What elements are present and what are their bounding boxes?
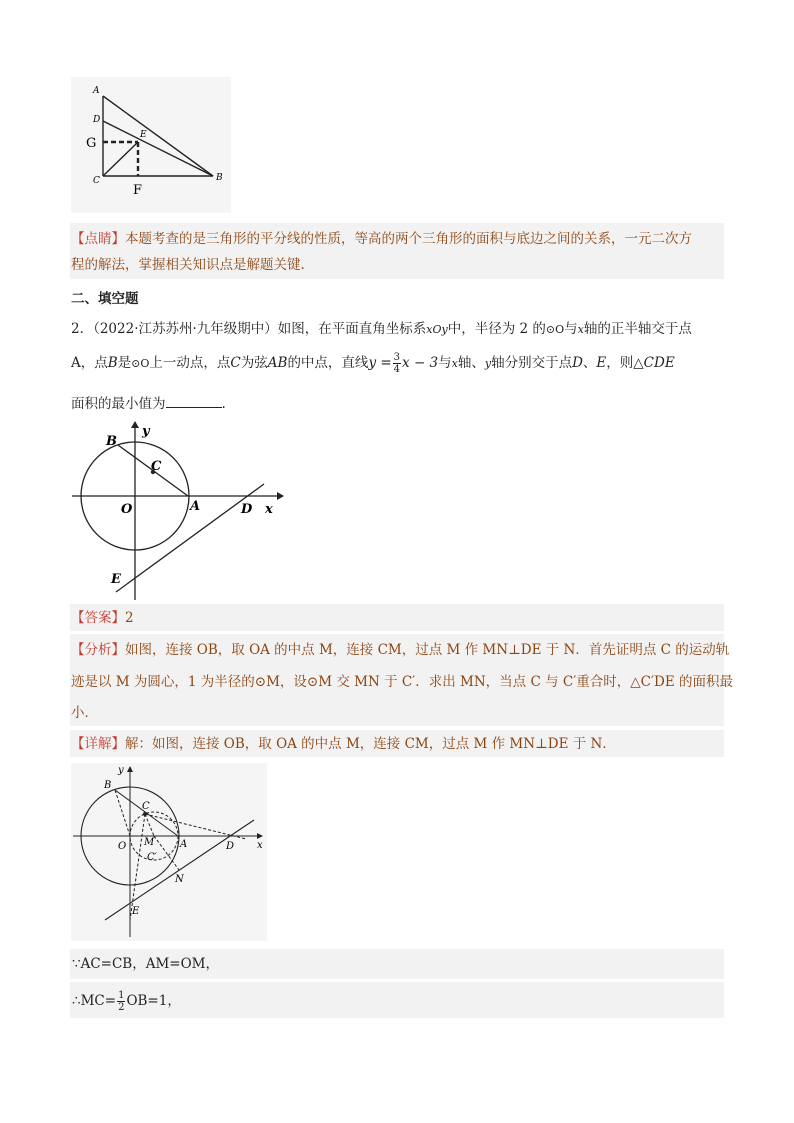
q2-ab: AB	[267, 355, 288, 371]
question-line-3	[71, 393, 226, 414]
dianjing-block	[70, 223, 724, 279]
q2-f: 的中点，直线	[287, 355, 369, 371]
question-line-1	[71, 319, 692, 340]
step-1-block	[70, 949, 724, 979]
q3-period: .	[221, 396, 226, 412]
fig1-label-b: B	[216, 173, 223, 183]
figure-3-solution-diagram	[71, 763, 267, 941]
analysis-line-1	[71, 640, 729, 660]
q-text-2: 中，半径为 2 的	[447, 321, 546, 337]
q-xoy: xOy	[426, 323, 448, 336]
step-2-num: 1	[118, 990, 125, 1001]
fig3-label-b: B	[104, 780, 112, 791]
fig2-label-c: C	[151, 459, 162, 474]
q2-frac-num: 3	[393, 352, 401, 363]
fig3-label-e: E	[132, 906, 140, 917]
fig2-label-y: y	[142, 424, 150, 439]
q2-frac-den: 4	[393, 364, 401, 375]
step-2-line	[72, 990, 181, 1013]
step-2-pre: ∴MC=	[72, 993, 117, 1009]
fig2-label-a: A	[190, 499, 201, 514]
q-text-4: 轴的正半轴交于点	[583, 321, 692, 337]
figure-2-circle-diagram	[70, 418, 290, 602]
detail-line	[71, 734, 616, 754]
fig1-label-e: E	[140, 130, 147, 140]
question-line-2	[71, 352, 675, 375]
q2-y: y	[484, 357, 492, 370]
q2-cde: CDE	[643, 355, 675, 371]
q2-g: 与	[438, 355, 452, 371]
detail-text: 解：如图，连接 OB，取 OA 的中点 M，连接 CM，过点 M 作 MN⊥DE 于 N．	[125, 736, 616, 752]
q3-text: 面积的最小值为	[71, 396, 166, 412]
dianjing-line-2: 程的解法，掌握相关知识点是解题关键.	[71, 257, 305, 273]
analysis-line-2: 迹是以 M 为圆心，1 为半径的⊙M，设⊙M 交 MN 于 C′．求出 MN，当点 C 与 C′重合时，△C′DE 的面积最	[71, 674, 734, 690]
fig2-label-d: D	[241, 502, 253, 517]
fig3-label-a: A	[180, 839, 188, 850]
q2-sep: 、	[582, 355, 597, 371]
analysis-line-3: 小．	[71, 705, 98, 721]
answer-blank[interactable]	[166, 393, 222, 408]
q2-h: 轴、	[457, 355, 485, 371]
dianjing-line-1	[71, 229, 692, 249]
q2-circle: ⊙O	[131, 357, 150, 370]
step-2-den: 2	[118, 1002, 125, 1013]
fig2-label-o: O	[121, 502, 133, 517]
q2-xpart: x − 3	[402, 355, 439, 371]
q2-i: 轴分别交于点	[491, 355, 573, 371]
fig3-label-x: x	[257, 840, 263, 851]
fig3-label-o: O	[118, 841, 127, 852]
answer-tag: 【答案】	[71, 610, 125, 626]
fig1-label-f: F	[133, 183, 143, 198]
section-heading: 二、填空题	[71, 291, 139, 307]
fig2-label-e: E	[111, 572, 121, 587]
q2-frac	[393, 352, 401, 375]
dianjing-text-1: 本题考查的是三角形的平分线的性质，等高的两个三角形的面积与底边之间的关系，一元二次方	[125, 231, 692, 247]
answer-block	[70, 604, 724, 631]
fig1-label-d: D	[93, 115, 101, 125]
fig1-label-a: A	[93, 86, 100, 96]
figure-1-box	[71, 77, 231, 213]
fig3-label-n: N	[175, 874, 184, 885]
dianjing-tag: 【点睛】	[71, 231, 125, 247]
analysis-text-1: 如图，连接 OB，取 OA 的中点 M，连接 CM，过点 M 作 MN⊥DE 于 N．首先证明点 C 的运动轨	[125, 642, 730, 658]
analysis-tag: 【分析】	[71, 642, 125, 658]
fig2-label-b: B	[106, 434, 117, 449]
q-text-1: 2．（2022·江苏苏州·九年级期中）如图，在平面直角坐标系	[71, 321, 427, 337]
step-2-post: OB=1，	[126, 993, 181, 1009]
fig3-label-y: y	[118, 765, 124, 776]
fig1-label-c: C	[93, 176, 100, 186]
fig1-label-g: G	[86, 136, 97, 151]
q2-c: 是	[117, 355, 132, 371]
q2-j: ，则△	[606, 355, 644, 371]
q-text-3: 与	[564, 321, 578, 337]
q2-e: 为弦	[240, 355, 268, 371]
answer-line	[71, 608, 134, 628]
q2-dpt: D	[572, 355, 583, 371]
detail-block	[70, 730, 724, 757]
answer-value: 2	[125, 610, 134, 626]
q2-yeq: y =	[368, 355, 392, 371]
q-x: x	[577, 323, 584, 336]
fig3-label-m: M	[144, 837, 155, 848]
detail-tag: 【详解】	[71, 736, 125, 752]
fig3-label-cprime: C′	[147, 852, 157, 863]
q2-x: x	[451, 357, 458, 370]
analysis-block	[70, 634, 734, 726]
fig3-label-c: C	[142, 801, 150, 812]
step-2-frac	[117, 990, 125, 1013]
fig3-label-d: D	[226, 841, 235, 852]
step-2-block	[70, 982, 724, 1018]
q2-cpt: C	[230, 355, 241, 371]
figure-3-box	[71, 763, 267, 941]
step-1-line: ∵AC=CB，AM=OM，	[72, 956, 220, 972]
q2-ept: E	[596, 355, 607, 371]
q2-d: 上一动点，点	[149, 355, 231, 371]
fig2-label-x: x	[265, 502, 273, 517]
q2-a: A，点	[71, 355, 108, 371]
figure-1-triangle-diagram	[71, 77, 231, 213]
q2-b: B	[107, 355, 118, 371]
q-circle-o: ⊙O	[545, 323, 565, 336]
